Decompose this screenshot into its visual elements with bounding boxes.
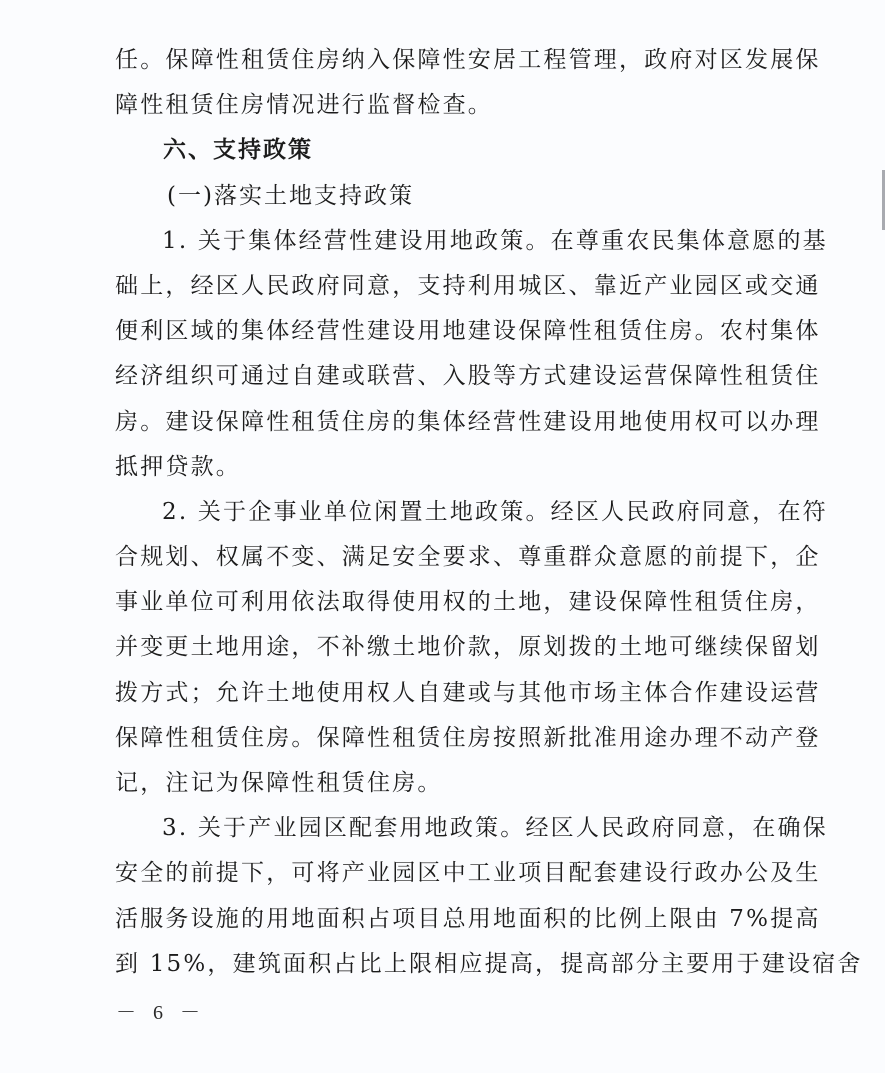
paragraph-line: 3. 关于产业园区配套用地政策。经区人民政府同意，在确保 bbox=[162, 815, 828, 842]
paragraph-line: 拨方式；允许土地使用权人自建或与其他市场主体合作建设运营 bbox=[115, 679, 821, 706]
paragraph-line: 记，注记为保障性租赁住房。 bbox=[115, 770, 443, 796]
document-body bbox=[115, 38, 863, 987]
paragraph-line: 便利区域的集体经营性建设用地建设保障性租赁住房。农村集体 bbox=[115, 318, 821, 345]
paragraph-line: 障性租赁住房情况进行监督检查。 bbox=[115, 92, 493, 119]
subsection-heading: (一)落实土地支持政策 bbox=[167, 182, 414, 209]
paragraph-line: 事业单位可利用依法取得使用权的土地，建设保障性租赁住房， bbox=[115, 589, 821, 616]
paragraph-line: 合规划、权属不变、满足安全要求、尊重群众意愿的前提下，企 bbox=[115, 544, 821, 571]
paragraph-line: 安全的前提下，可将产业园区中工业项目配套建设行政办公及生 bbox=[115, 860, 821, 887]
paragraph-line: 2. 关于企事业单位闲置土地政策。经区人民政府同意，在符 bbox=[162, 498, 828, 525]
paragraph-line: 任。保障性租赁住房纳入保障性安居工程管理，政府对区发展保 bbox=[115, 47, 821, 73]
paragraph-line: 活服务设施的用地面积占项目总用地面积的比例上限由 7%提高 bbox=[115, 905, 821, 932]
paragraph-line: 经济组织可通过自建或联营、入股等方式建设运营保障性租赁住 bbox=[115, 363, 821, 390]
page-number: － 6 － bbox=[116, 1002, 206, 1024]
paragraph-line: 抵押贷款。 bbox=[115, 453, 241, 480]
paragraph-line: 房。建设保障性租赁住房的集体经营性建设用地使用权可以办理 bbox=[115, 408, 821, 435]
paragraph-line: 础上，经区人民政府同意，支持利用城区、靠近产业园区或交通 bbox=[115, 272, 821, 299]
paragraph-line: 1. 关于集体经营性建设用地政策。在尊重农民集体意愿的基 bbox=[162, 227, 828, 254]
paragraph-line: 到 15%，建筑面积占比上限相应提高，提高部分主要用于建设宿舍 bbox=[115, 950, 863, 977]
paragraph-line: 保障性租赁住房。保障性租赁住房按照新批准用途办理不动产登 bbox=[115, 724, 821, 751]
paragraph-line: 并变更土地用途，不补缴土地价款，原划拨的土地可继续保留划 bbox=[115, 634, 821, 661]
section-heading: 六、支持政策 bbox=[163, 137, 313, 164]
